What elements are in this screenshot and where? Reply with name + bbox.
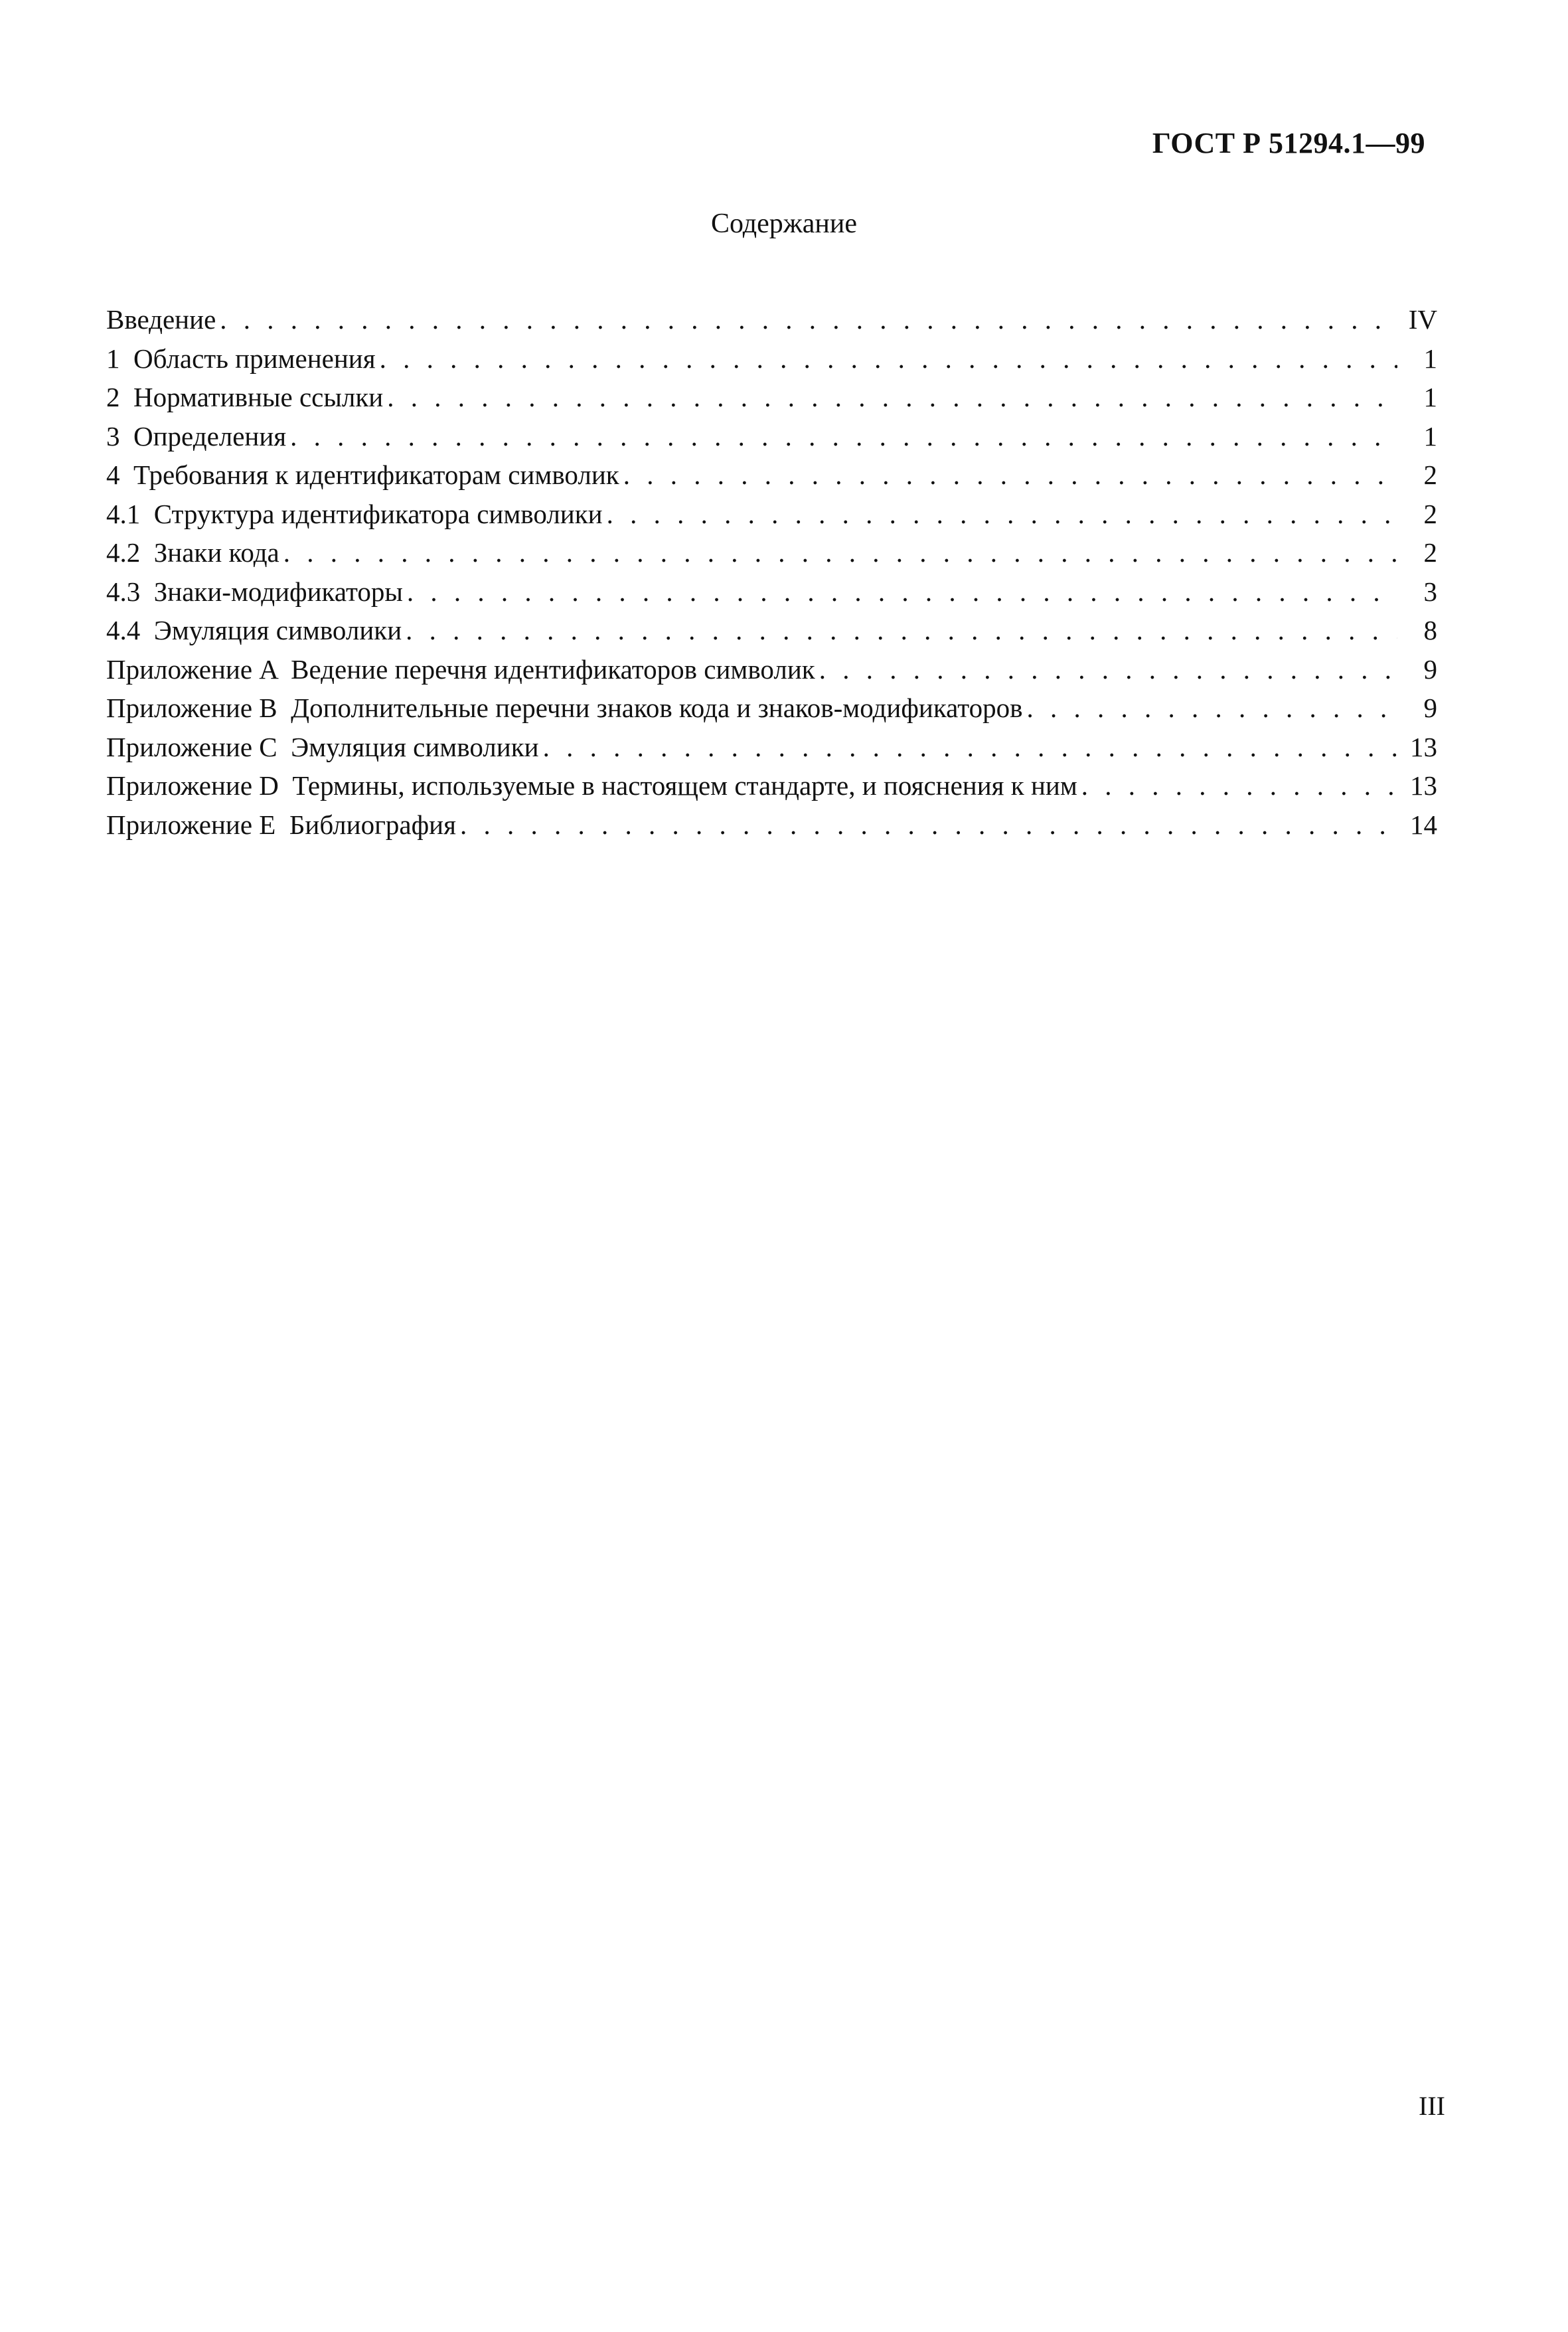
toc-entry-page: 1: [1423, 420, 1437, 452]
toc-entry[interactable]: [106, 650, 1437, 689]
toc-entry[interactable]: [106, 378, 1437, 417]
toc-entry-page: 2: [1423, 459, 1437, 490]
dot-leader: [290, 417, 1397, 456]
toc-entry[interactable]: [106, 417, 1437, 456]
dot-leader: [387, 378, 1397, 417]
toc-entry-label: 4 Требования к идентификаторам символик: [106, 459, 619, 490]
toc-entry-page: 2: [1423, 498, 1437, 529]
toc-entry-page: 1: [1423, 343, 1437, 374]
toc-entry-label: 4.4 Эмуляция символики: [106, 615, 402, 645]
toc-entry-label: Приложение E Библиография: [106, 809, 456, 840]
dot-leader: [543, 728, 1397, 767]
toc-entry-page: 14: [1410, 809, 1437, 840]
toc-entry[interactable]: [106, 572, 1437, 612]
dot-leader: [380, 339, 1397, 378]
toc-entry-page: 9: [1423, 653, 1437, 685]
dot-leader: [283, 533, 1397, 572]
toc-entry-page: 1: [1423, 382, 1437, 412]
dot-leader: [819, 650, 1397, 689]
toc-title: Содержание: [710, 208, 858, 239]
dot-leader: [1027, 689, 1397, 728]
toc-entry-page: 13: [1410, 770, 1437, 801]
page-number: III: [1419, 2091, 1445, 2121]
dot-leader: [607, 495, 1397, 534]
dot-leader: [406, 611, 1397, 650]
toc-entry[interactable]: [106, 456, 1437, 495]
toc-entry-label: Приложение A Ведение перечня идентификаторов символик: [106, 653, 815, 685]
toc-entry[interactable]: [106, 766, 1437, 805]
toc-entry-label: 4.2 Знаки кода: [106, 537, 279, 568]
toc-entry-label: 2 Нормативные ссылки: [106, 382, 384, 412]
toc-entry-page: 13: [1410, 731, 1437, 762]
toc-entry[interactable]: [106, 495, 1437, 534]
dot-leader: [220, 300, 1397, 339]
toc-entry[interactable]: [106, 611, 1437, 650]
toc-entry-label: 3 Определения: [106, 420, 287, 452]
toc-entry-label: Приложение C Эмуляция символики: [106, 731, 539, 762]
dot-leader: [460, 805, 1397, 845]
toc-entry-page: 2: [1423, 537, 1437, 568]
toc-entry[interactable]: [106, 339, 1437, 378]
toc-entry-page: 9: [1423, 693, 1437, 723]
toc-entry-label: Приложение B Дополнительные перечни знаков кода и знаков-модификаторов: [106, 693, 1023, 723]
dot-leader: [623, 456, 1397, 495]
toc-entry[interactable]: [106, 533, 1437, 572]
toc-entry-label: Введение: [106, 304, 216, 335]
toc-entry-page: 3: [1423, 576, 1437, 607]
table-of-contents: [106, 300, 1437, 844]
dot-leader: [407, 572, 1397, 612]
toc-entry-page: IV: [1408, 304, 1437, 335]
toc-entry-label: Приложение D Термины, используемые в настоящем стандарте, и пояснения к ним: [106, 770, 1077, 801]
toc-entry[interactable]: [106, 300, 1437, 339]
toc-entry[interactable]: [106, 805, 1437, 845]
toc-entry-label: 1 Область применения: [106, 343, 376, 374]
dot-leader: [1081, 766, 1397, 805]
toc-entry-page: 8: [1423, 615, 1437, 645]
toc-entry-label: 4.1 Структура идентификатора символики: [106, 498, 603, 529]
toc-entry[interactable]: [106, 689, 1437, 728]
toc-entry[interactable]: [106, 728, 1437, 767]
toc-entry-label: 4.3 Знаки-модификаторы: [106, 576, 403, 607]
document-code: ГОСТ Р 51294.1—99: [1152, 127, 1425, 159]
